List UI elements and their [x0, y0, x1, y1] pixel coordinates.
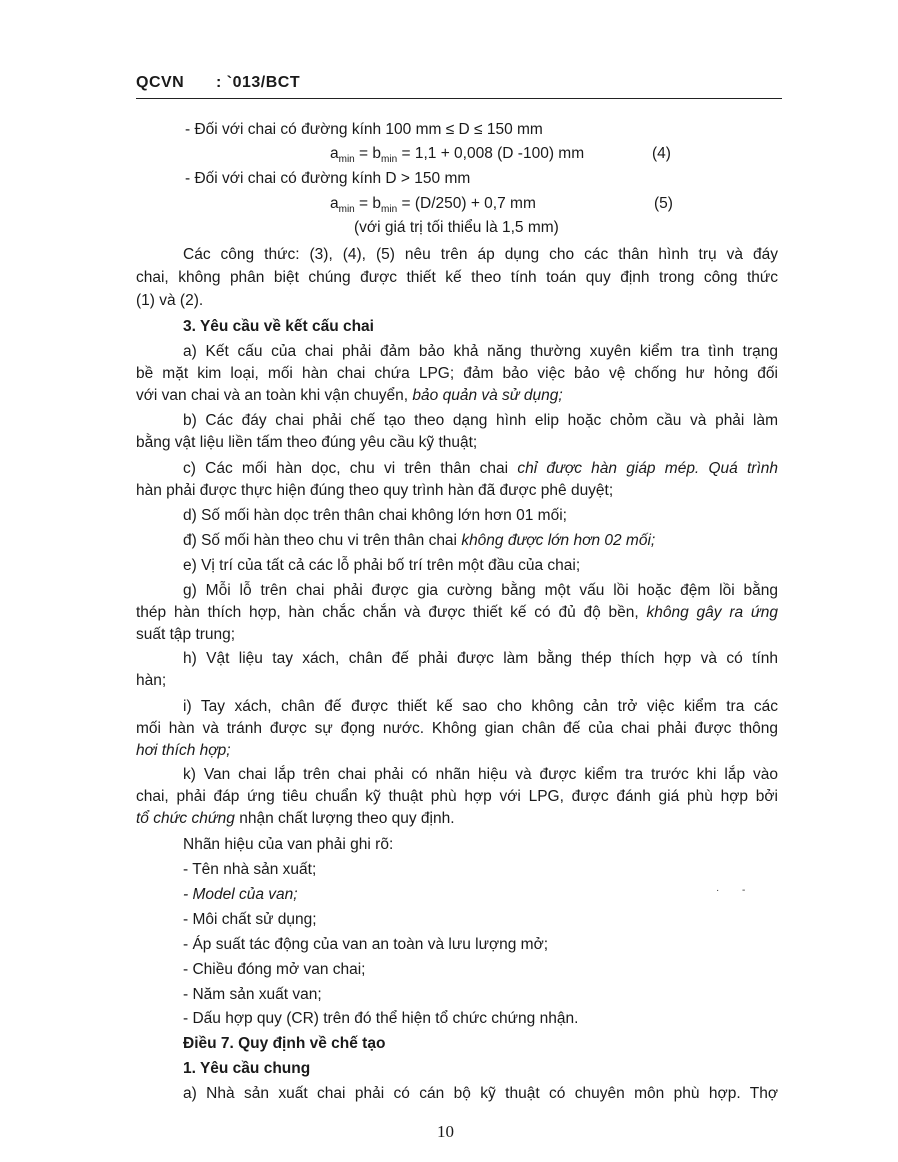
item-k-line-3-italic: tổ chức chứng	[136, 810, 235, 827]
item-d: d) Số mối hàn dọc trên thân chai không lớn hơn 01 mối;	[183, 507, 567, 524]
formula-condition-2: - Đối với chai có đường kính D > 150 mm	[185, 170, 471, 187]
item-b-line-1: b) Các đáy chai phải chế tạo theo dạng hình elip hoặc chỏm cầu và phải làm	[183, 412, 778, 429]
item-c-line-1-italic: chỉ được hàn giáp mép. Quá trình	[517, 460, 778, 477]
page-header	[136, 72, 782, 99]
valve-label-item: - Chiều đóng mở van chai;	[183, 961, 366, 978]
article-7-heading: Điều 7. Quy định về chế tạo	[183, 1035, 386, 1052]
formula-condition-1: - Đối với chai có đường kính 100 mm ≤ D ≤ 150 mm	[185, 121, 543, 138]
item-dd	[183, 530, 655, 552]
scan-speck: ·	[716, 885, 720, 896]
item-b-line-2: bằng vật liệu liền tấm theo đúng yêu cầu kỹ thuật;	[136, 434, 478, 451]
formula-5-rhs: = (D/250) + 0,7 mm	[397, 195, 536, 212]
item-i-line-3: hơi thích hợp;	[136, 742, 231, 759]
item-k-line-2: chai, phải đáp ứng tiêu chuẩn kỹ thuật phù hợp với LPG, được đánh giá phù hợp bởi	[136, 788, 778, 805]
formula-5-a: a	[330, 195, 339, 212]
formula-4-sub-a: min	[338, 154, 355, 166]
item-g-line-2-italic: không gây ra ứng	[646, 604, 778, 621]
item-e: e) Vị trí của tất cả các lỗ phải bố trí trên một đầu của chai;	[183, 557, 581, 574]
item-g-line-2	[136, 602, 778, 624]
formula-5-sub-a: min	[338, 204, 355, 216]
item-c-line-1	[183, 458, 778, 480]
formula-4-rhs: = 1,1 + 0,008 (D -100) mm	[397, 145, 585, 162]
item-h-line-1: h) Vật liệu tay xách, chân đế phải được làm bằng thép thích hợp và có tính	[183, 650, 778, 667]
item-a-line-3-italic: bảo quản và sử dụng;	[412, 387, 563, 404]
formula-5-b: = b	[354, 195, 382, 212]
section-3-heading: 3. Yêu cầu về kết cấu chai	[183, 318, 374, 335]
item-g-line-2-plain: thép hàn thích hợp, hàn chắc chắn và được thiết kế có đủ độ bền,	[136, 604, 647, 621]
item-h-line-2: hàn;	[136, 672, 167, 689]
formula-4	[330, 143, 584, 171]
item-k-line-3	[136, 808, 455, 830]
intro-line-3: (1) và (2).	[136, 292, 204, 309]
item-a-line-1: a) Kết cấu của chai phải đảm bảo khả năng thường xuyên kiểm tra tình trạng	[183, 343, 778, 360]
valve-label-item: - Môi chất sử dụng;	[183, 911, 317, 928]
item-g-line-1: g) Mỗi lỗ trên chai phải được gia cường bằng một vấu lồi hoặc đệm lồi bằng	[183, 582, 778, 599]
formula-4-sub-b: min	[381, 154, 398, 166]
item-c-line-1-plain: c) Các mối hàn dọc, chu vi trên thân chai	[183, 460, 518, 477]
item-k-line-1: k) Van chai lắp trên chai phải có nhãn hiệu và được kiểm tra trước khi lắp vào	[183, 766, 778, 783]
formula-4-a: a	[330, 145, 339, 162]
valve-label-item: - Tên nhà sản xuất;	[183, 861, 317, 878]
item-a-line-3-plain: với van chai và an toàn khi vận chuyển,	[136, 387, 413, 404]
valve-label-item: - Dấu hợp quy (CR) trên đó thể hiện tổ chức chứng nhận.	[183, 1010, 579, 1027]
formula-4-b: = b	[354, 145, 382, 162]
item-a-line-3	[136, 385, 563, 407]
item-c-line-2: hàn phải được thực hiện đúng theo quy trình hàn đã được phê duyệt;	[136, 482, 614, 499]
valve-label-item-text: - Model của van;	[183, 886, 298, 903]
item-a-line-2: bề mặt kim loại, mối hàn chai chứa LPG; đảm bảo việc bảo vệ chống hư hỏng đối	[136, 365, 778, 382]
valve-label-item: - Áp suất tác động của van an toàn và lưu lượng mở;	[183, 936, 549, 953]
formula-5-number: (5)	[654, 195, 673, 212]
intro-line-1: Các công thức: (3), (4), (5) nêu trên áp dụng cho các thân hình trụ và đáy	[183, 246, 778, 263]
formula-4-number: (4)	[652, 145, 671, 162]
item-g-line-3: suất tập trung;	[136, 626, 236, 643]
standard-code: QCVN	[136, 74, 185, 91]
article-7-subheading: 1. Yêu cầu chung	[183, 1060, 311, 1077]
valve-label-intro: Nhãn hiệu của van phải ghi rõ:	[183, 836, 394, 853]
item-dd-italic: không được lớn hơn 02 mối;	[461, 532, 656, 549]
standard-number: : `013/BCT	[216, 74, 301, 91]
valve-label-item: - Năm sản xuất van;	[183, 986, 322, 1003]
item-i-line-2: mối hàn và tránh được sự đọng nước. Không gian chân đế của chai phải được thông	[136, 720, 778, 737]
item-dd-plain: đ) Số mối hàn theo chu vi trên thân chai	[183, 532, 462, 549]
scan-speck: -	[742, 885, 746, 896]
intro-line-2: chai, không phân biệt chúng được thiết kế theo tính toán quy định trong công thức	[136, 269, 778, 286]
item-k-line-3-plain: nhận chất lượng theo quy định.	[234, 810, 455, 827]
valve-label-item	[183, 884, 298, 906]
formula-5-note: (với giá trị tối thiểu là 1,5 mm)	[354, 219, 559, 236]
page-number: 10	[437, 1122, 454, 1141]
formula-5-sub-b: min	[381, 204, 398, 216]
item-i-line-1: i) Tay xách, chân đế được thiết kế sao cho không cản trở việc kiểm tra các	[183, 698, 778, 715]
article-7-item-a-line-1: a) Nhà sản xuất chai phải có cán bộ kỹ thuật có chuyên môn phù hợp. Thợ	[183, 1085, 778, 1102]
